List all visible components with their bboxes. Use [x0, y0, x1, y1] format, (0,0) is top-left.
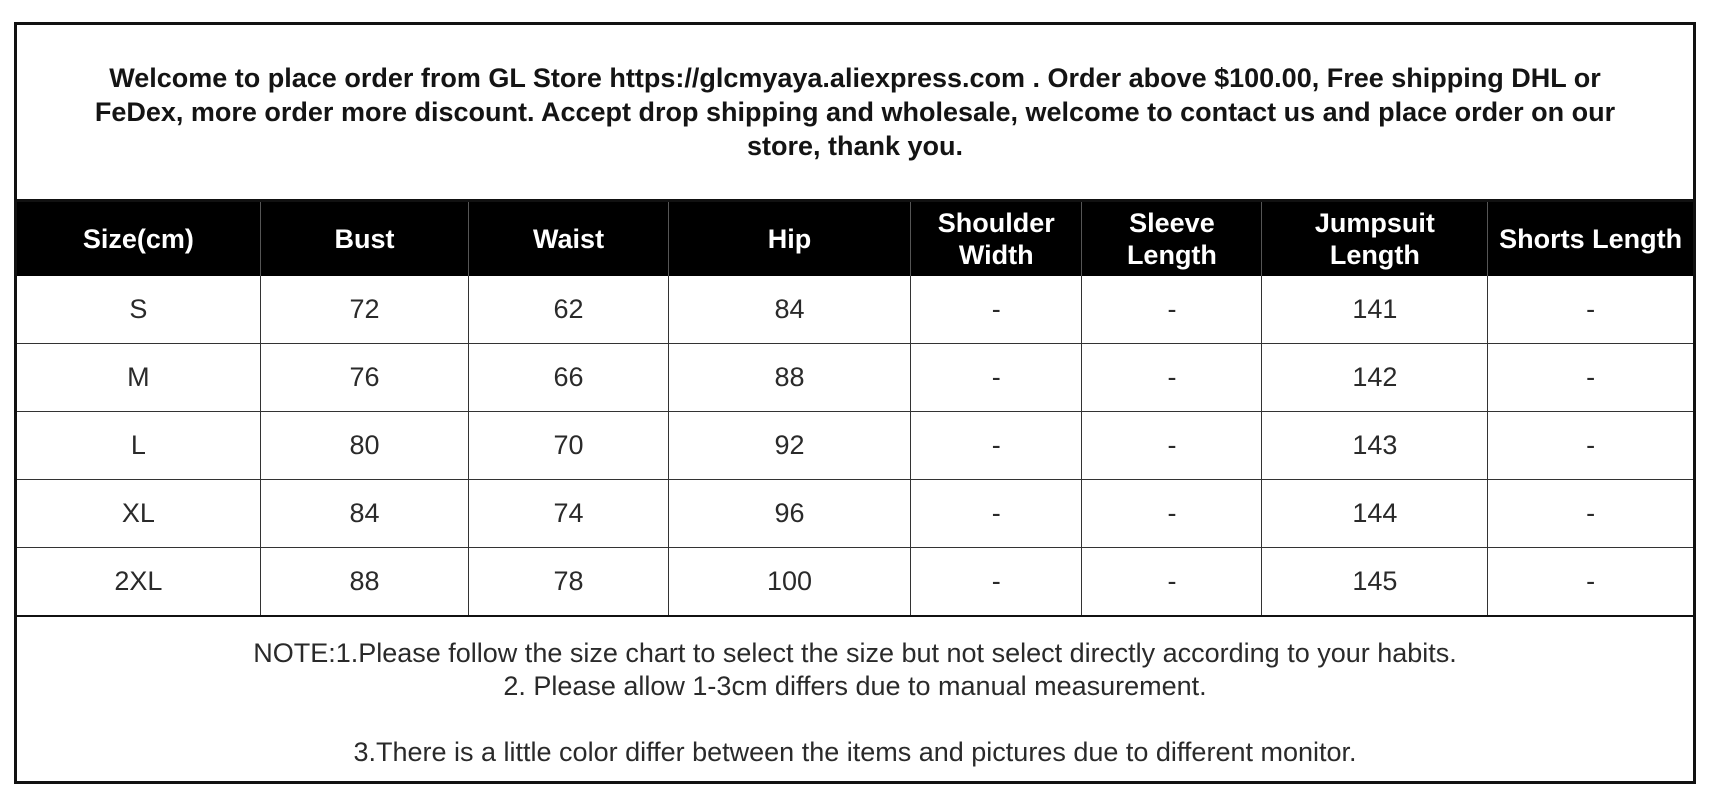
table-cell: - [1488, 480, 1693, 548]
table-cell: - [1488, 548, 1693, 616]
table-row [17, 276, 1693, 344]
table-cell: 80 [260, 412, 468, 480]
column-header-size: Size(cm) [17, 202, 260, 276]
table-row [17, 548, 1693, 616]
table-row [17, 344, 1693, 412]
note-3: 3.There is a little color differ between the items and pictures due to different monitor. [353, 737, 1357, 767]
column-header-sleeve-length: Sleeve Length [1082, 202, 1262, 276]
table-cell: 100 [668, 548, 910, 616]
column-header-shoulder-width: Shoulder Width [911, 202, 1082, 276]
table-header-row [17, 202, 1693, 276]
note-2: 2. Please allow 1-3cm differs due to manual measurement. [503, 671, 1207, 701]
table-cell: 88 [668, 344, 910, 412]
table-row [17, 480, 1693, 548]
table-cell: 88 [260, 548, 468, 616]
store-welcome-banner [17, 25, 1693, 202]
table-cell: 70 [469, 412, 669, 480]
column-header-jumpsuit-length: Jumpsuit Length [1262, 202, 1488, 276]
table-cell: 145 [1262, 548, 1488, 616]
table-cell: - [1082, 480, 1262, 548]
column-header-hip: Hip [668, 202, 910, 276]
column-header-shorts-length: Shorts Length [1488, 202, 1693, 276]
column-header-waist: Waist [469, 202, 669, 276]
table-cell: 84 [260, 480, 468, 548]
table-cell: XL [17, 480, 260, 548]
table-cell: 144 [1262, 480, 1488, 548]
table-cell: 76 [260, 344, 468, 412]
table-cell: - [1082, 548, 1262, 616]
table-cell: 143 [1262, 412, 1488, 480]
table-cell: - [1082, 412, 1262, 480]
table-cell: 2XL [17, 548, 260, 616]
table-cell: 78 [469, 548, 669, 616]
table-cell: - [911, 412, 1082, 480]
table-cell: M [17, 344, 260, 412]
table-cell: - [1488, 412, 1693, 480]
table-cell: 66 [469, 344, 669, 412]
size-table [17, 202, 1693, 615]
table-cell: 62 [469, 276, 669, 344]
table-cell: 84 [668, 276, 910, 344]
table-cell: - [1082, 276, 1262, 344]
table-cell: - [911, 480, 1082, 548]
table-cell: - [1488, 276, 1693, 344]
banner-line-2: FeDex, more order more discount. Accept drop shipping and wholesale, welcome to contact us and place order on our [94, 97, 1616, 127]
table-cell: 142 [1262, 344, 1488, 412]
table-cell: S [129, 294, 148, 324]
column-header-bust: Bust [260, 202, 468, 276]
table-cell: - [1488, 344, 1693, 412]
banner-line-1: Welcome to place order from GL Store https://glcmyaya.aliexpress.com . Order above $100.00, Free shipping DHL or [109, 63, 1601, 93]
size-notes [17, 615, 1693, 769]
table-cell: L [17, 412, 260, 480]
table-cell: 92 [668, 412, 910, 480]
table-cell: 96 [668, 480, 910, 548]
table-cell: - [911, 548, 1082, 616]
banner-line-3: store, thank you. [746, 131, 964, 161]
note-1: NOTE:1.Please follow the size chart to select the size but not select directly according to your habits. [253, 638, 1457, 668]
table-row [17, 412, 1693, 480]
table-cell: - [1082, 344, 1262, 412]
table-cell: 141 [1262, 276, 1488, 344]
table-cell: - [911, 344, 1082, 412]
size-chart-frame [14, 22, 1696, 784]
table-cell: - [911, 276, 1082, 344]
table-cell: 74 [469, 480, 669, 548]
table-cell: 72 [260, 276, 468, 344]
note-spacer [17, 703, 1693, 736]
